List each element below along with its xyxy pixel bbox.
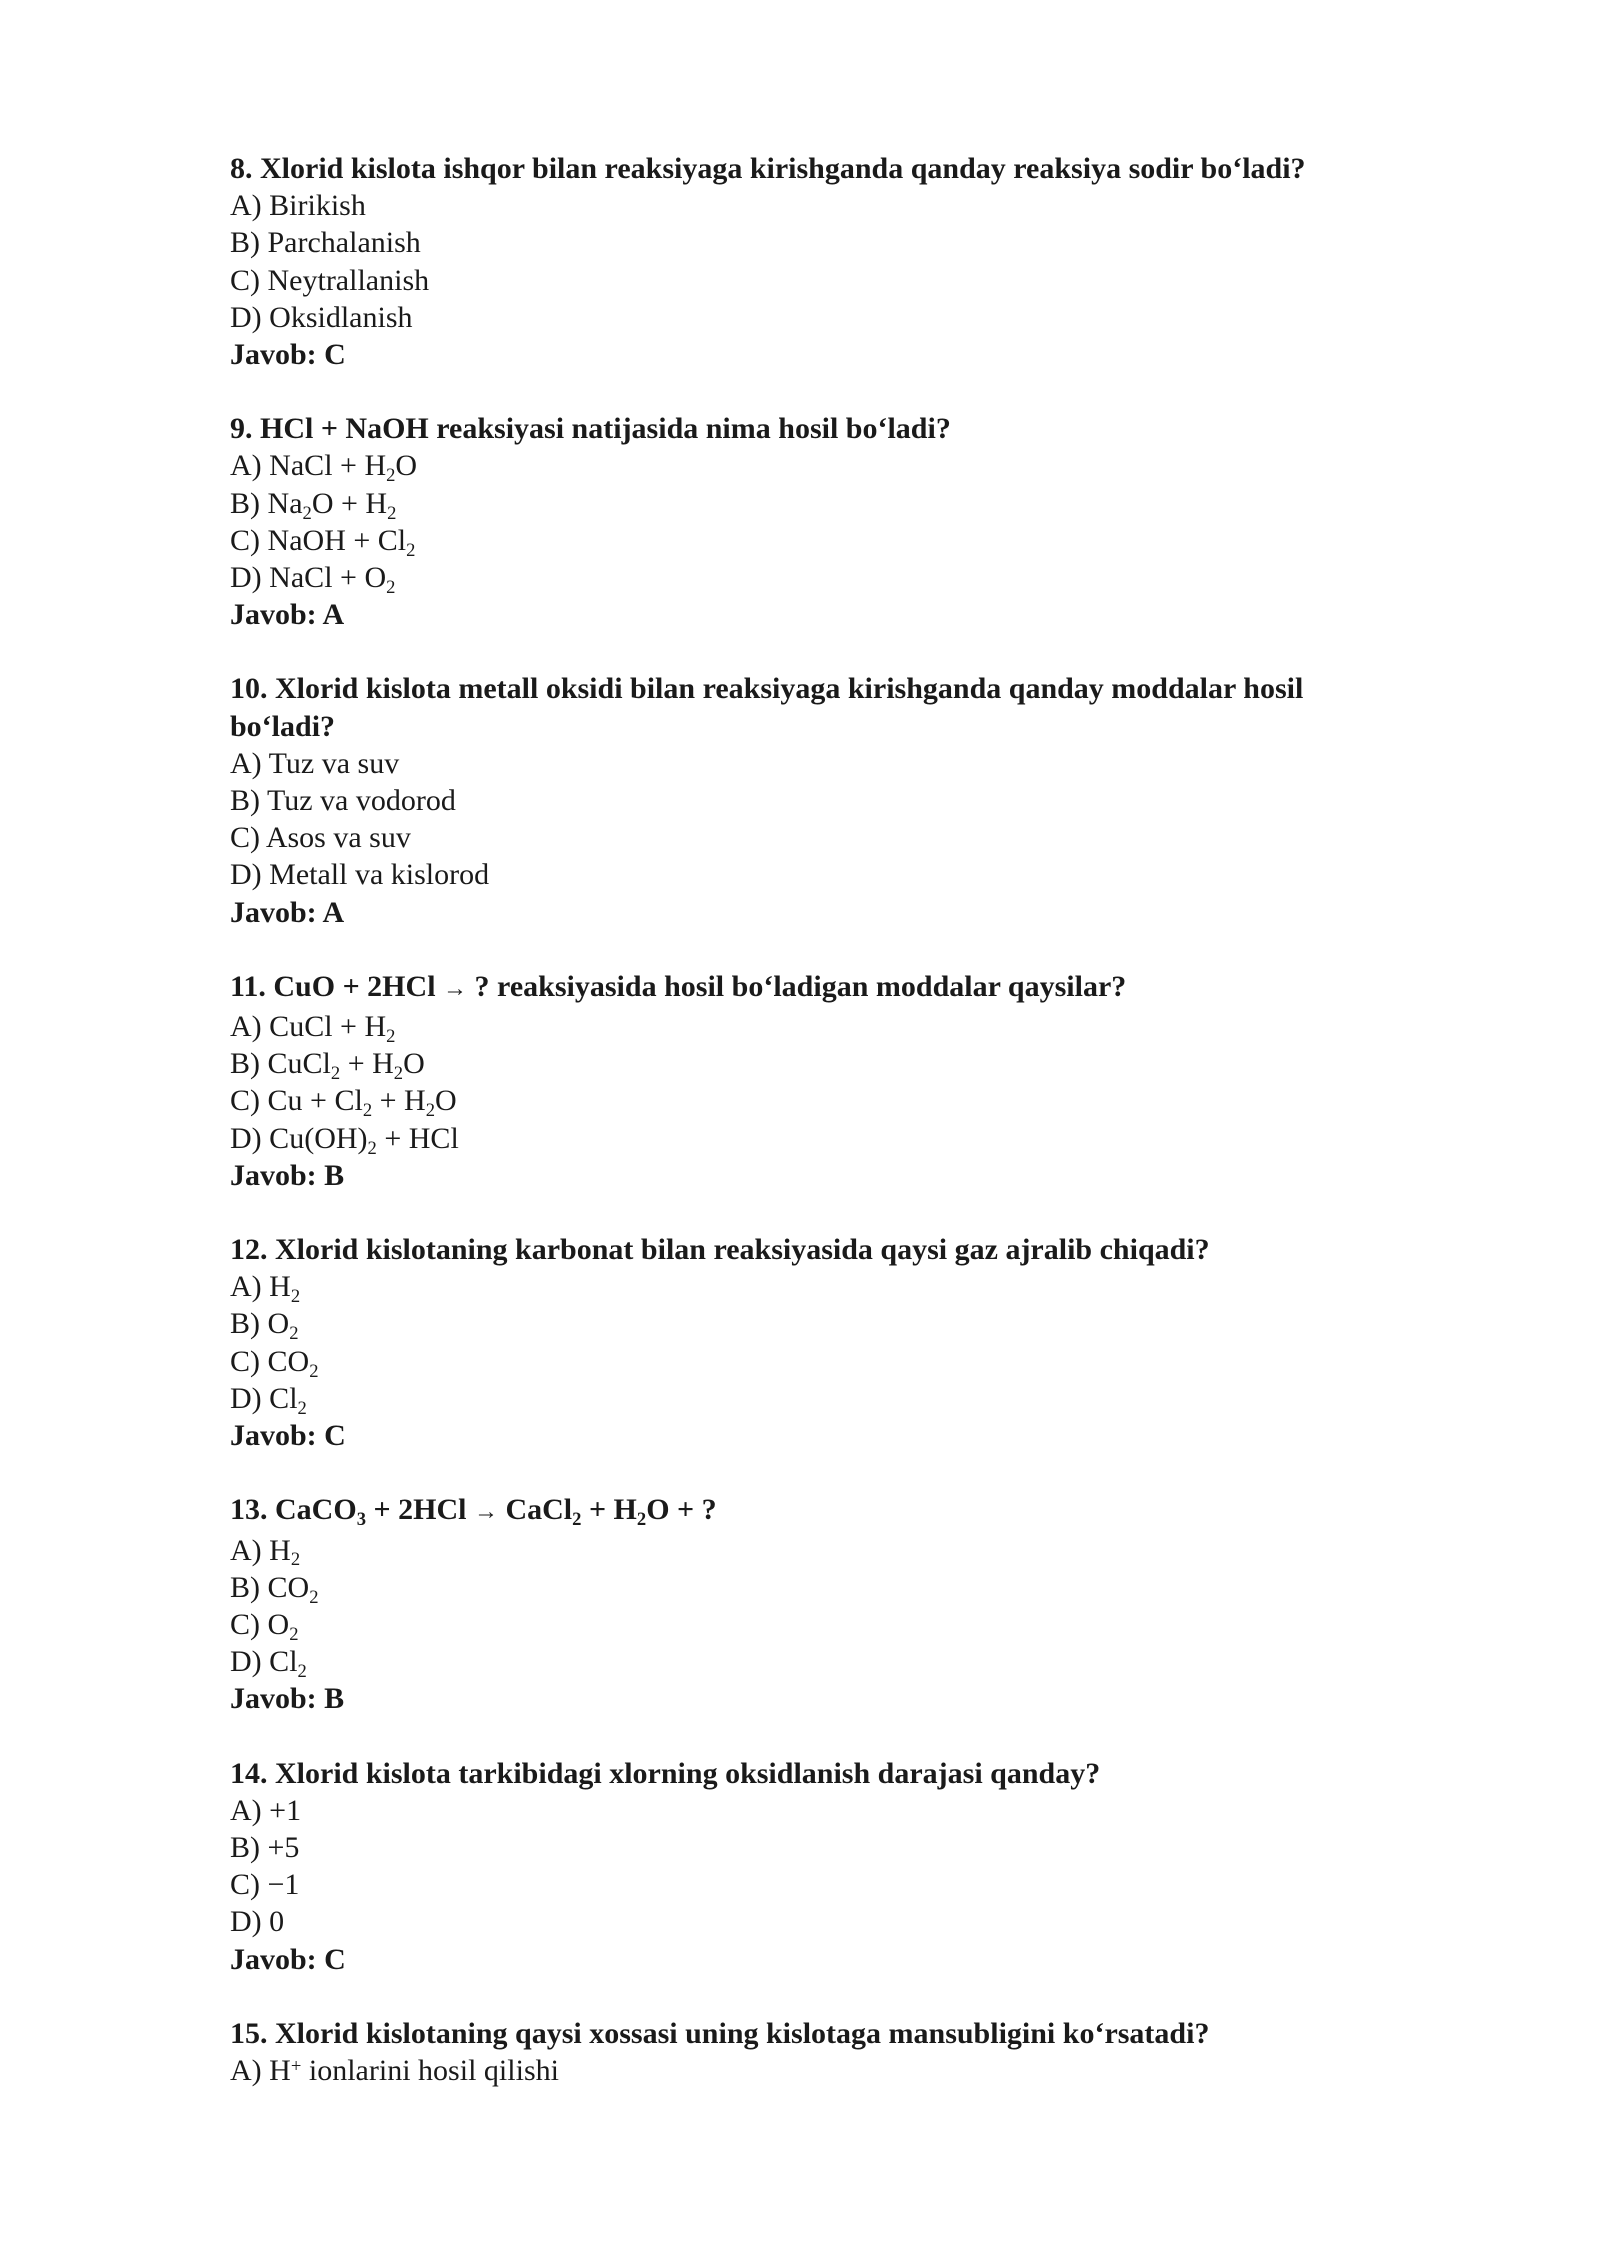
- subscript: 2: [367, 1137, 377, 1159]
- subscript: 2: [297, 1661, 307, 1683]
- option-c: C) $CO_2$: [230, 1344, 319, 1382]
- question-11: [230, 968, 1410, 1194]
- subscript: 2: [289, 1323, 299, 1345]
- subscript: 2: [386, 1026, 396, 1047]
- answer-text: Javob: C: [230, 1942, 346, 1976]
- option-c: C) NaOH + $Cl_2$: [230, 523, 416, 561]
- option-a: A) $H_2$: [230, 1533, 301, 1571]
- subscript: 2: [387, 502, 397, 524]
- subscript: 2: [289, 1623, 299, 1645]
- subscript: 2: [330, 1063, 341, 1085]
- question-12: [230, 1231, 1410, 1454]
- question-13: [230, 1491, 1410, 1717]
- question-14: [230, 1755, 1410, 1978]
- document-page: [230, 150, 1410, 2126]
- answer-text: Javob: B: [230, 1158, 345, 1192]
- question-title: 12. Xlorid kislotaning karbonat bilan reaksiyasida qaysi gaz ajralib chiqadi?: [230, 1233, 1210, 1267]
- option-b: B) $O_2$: [230, 1307, 299, 1345]
- superscript: +: [290, 2055, 302, 2077]
- question-15: [230, 2015, 1410, 2089]
- question-title: 11. CuO + 2HCl → ? reaksiyasida hosil bo‘ladigan moddalar qaysilar?: [230, 969, 1127, 1003]
- subscript: 2: [636, 1509, 647, 1531]
- option-c: C) Neytrallanish: [230, 263, 430, 297]
- option-b: B) $CO_2$: [230, 1570, 319, 1608]
- answer-text: Javob: C: [230, 338, 346, 372]
- answer-text: Javob: B: [230, 1682, 345, 1716]
- option-b: B) CuCl$_2$ + $H_2O$: [230, 1047, 425, 1085]
- arrow-icon: →: [473, 1499, 498, 1526]
- option-d: D) 0: [230, 1905, 285, 1939]
- subscript: 3: [356, 1509, 366, 1531]
- option-a: A) +1: [230, 1793, 302, 1827]
- subscript: 2: [572, 1509, 582, 1531]
- subscript: 2: [290, 1549, 301, 1571]
- subscript: 2: [309, 1360, 319, 1382]
- question-title: 15. Xlorid kislotaning qaysi xossasi uning kislotaga mansubligini ko‘rsatadi?: [230, 2016, 1210, 2050]
- subscript: 2: [386, 465, 396, 487]
- option-d: D) Oksidlanish: [230, 300, 413, 334]
- option-b: B) Parchalanish: [230, 226, 421, 260]
- answer-text: Javob: A: [230, 598, 345, 632]
- option-b: B) Tuz va vodorod: [230, 784, 456, 818]
- option-c: C) $Cu + Cl_2 + H_2O$: [230, 1084, 457, 1122]
- question-8: [230, 150, 1410, 373]
- question-title: 13. CaCO$_3$ + 2HCl → CaCl$_2$ + $H_2O$ + ?: [230, 1493, 717, 1531]
- question-10: [230, 670, 1410, 930]
- option-c: C) $O_2$: [230, 1607, 299, 1645]
- question-title: 14. Xlorid kislota tarkibidagi xlorning oksidlanish darajasi qanday?: [230, 1756, 1101, 1790]
- option-a: A) Tuz va suv: [230, 746, 400, 780]
- question-9: [230, 410, 1410, 633]
- subscript: 2: [297, 1397, 307, 1419]
- subscript: 2: [425, 1100, 435, 1122]
- question-title: 8. Xlorid kislota ishqor bilan reaksiyaga kirishganda qanday reaksiya sodir bo‘ladi?: [230, 152, 1306, 185]
- option-d: D) $Cl_2$: [230, 1381, 307, 1419]
- option-d: D) NaCl + $O_2$: [230, 561, 396, 598]
- option-a: A) H+ ionlarini hosil qilishi: [230, 2053, 559, 2087]
- subscript: 2: [362, 1100, 373, 1122]
- option-a: A) $H_2$: [230, 1270, 301, 1308]
- subscript: 2: [309, 1586, 319, 1608]
- answer-text: Javob: C: [230, 1419, 346, 1453]
- option-b: B) $Na_2O + H_2$: [230, 486, 397, 524]
- option-c: C) −1: [230, 1868, 300, 1902]
- option-a: A) NaCl + $H_2O$: [230, 449, 418, 487]
- option-c: C) Asos va suv: [230, 821, 411, 855]
- option-a: A) Birikish: [230, 189, 366, 223]
- option-d: D) Metall va kislorod: [230, 858, 490, 892]
- answer-text: Javob: A: [230, 895, 345, 929]
- subscript: 2: [290, 1286, 301, 1308]
- option-d: D) $Cl_2$: [230, 1645, 307, 1683]
- question-title: 10. Xlorid kislota metall oksidi bilan reaksiyaga kirishganda qanday moddalar hosil bo‘ladi?: [230, 672, 1304, 743]
- question-title: 9. HCl + NaOH reaksiyasi natijasida nima hosil bo‘ladi?: [230, 412, 951, 446]
- subscript: 2: [386, 576, 396, 598]
- option-a: A) CuCl + $H_2$: [230, 1010, 396, 1047]
- subscript: 2: [406, 539, 416, 561]
- arrow-icon: →: [443, 975, 468, 1002]
- subscript: 2: [302, 502, 312, 524]
- option-d: D) $Cu(OH)_2$ + HCl: [230, 1121, 459, 1159]
- subscript: 2: [393, 1063, 404, 1085]
- option-b: B) +5: [230, 1830, 300, 1864]
